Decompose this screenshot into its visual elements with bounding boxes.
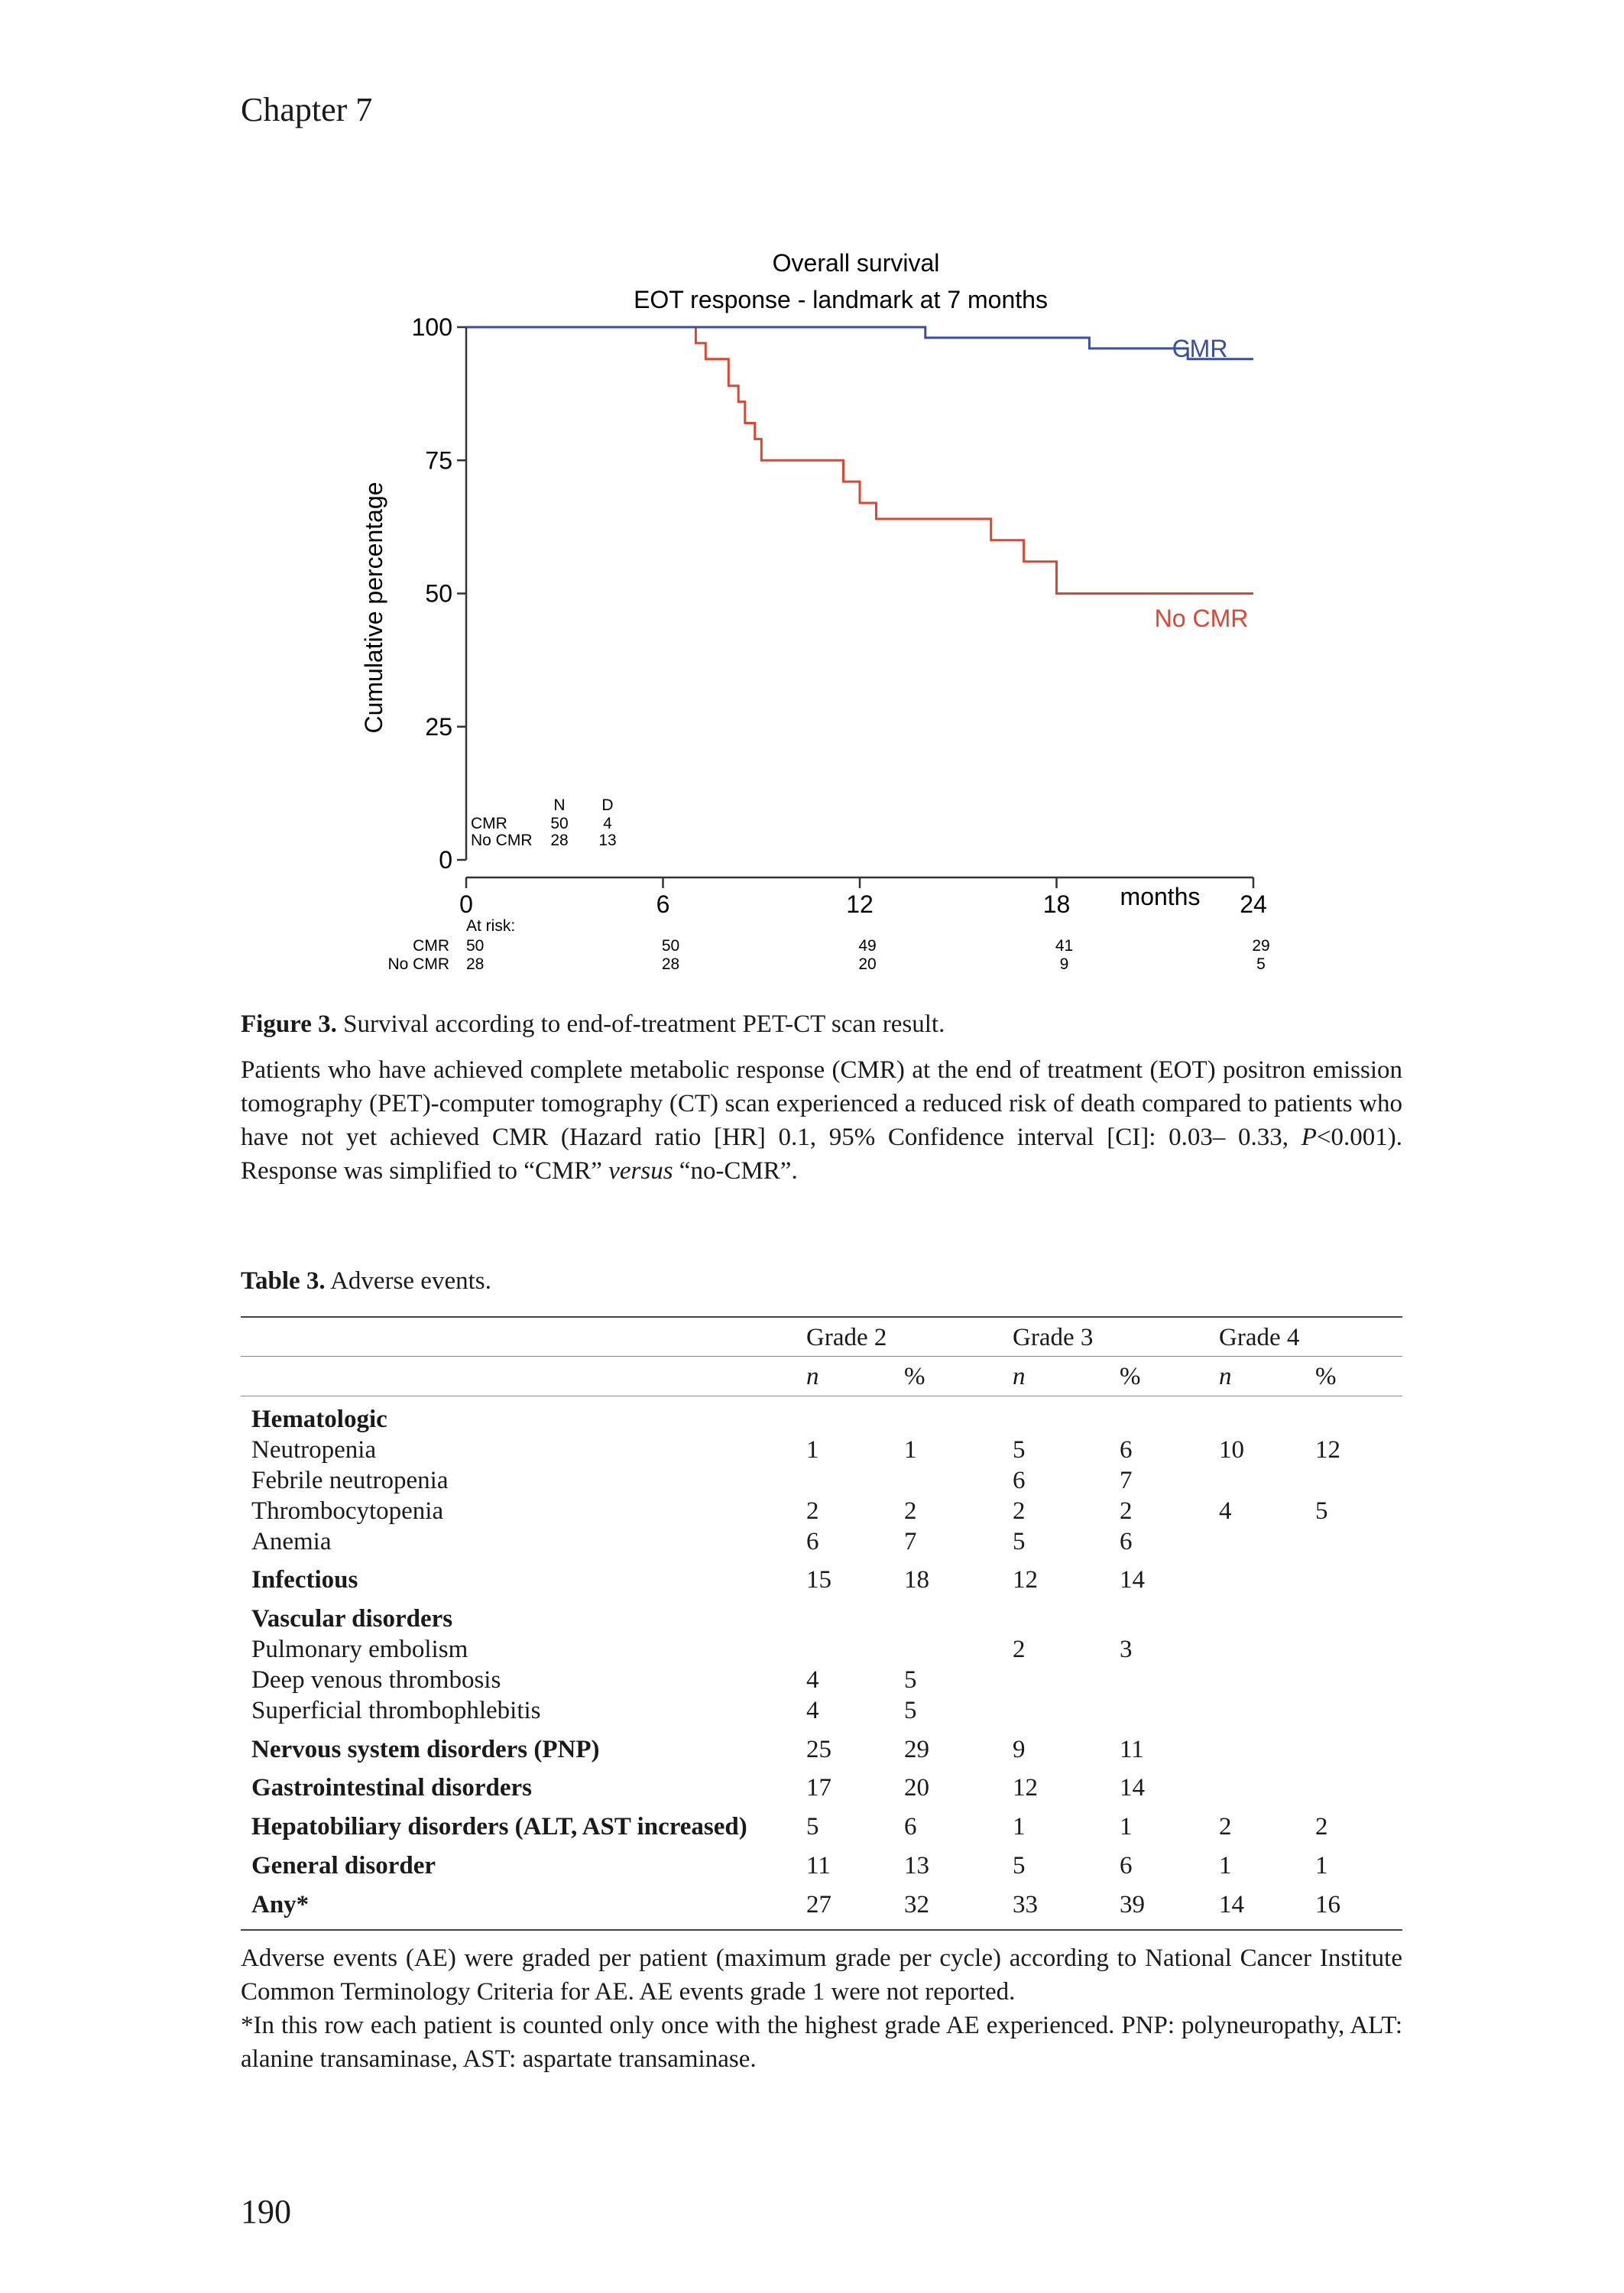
- table-cell: 5: [904, 1666, 917, 1694]
- x-axis-label: months: [1120, 883, 1201, 910]
- table-cell: 13: [904, 1852, 929, 1879]
- chapter-header: Chapter 7: [241, 91, 373, 128]
- table-cell: 6: [806, 1528, 819, 1555]
- caption-text: <0.001). Response was simplified to “CMR”: [241, 1124, 1402, 1185]
- event-label: Anemia: [251, 1528, 332, 1555]
- table-cell: 32: [904, 1891, 929, 1918]
- table-cell: 1: [1120, 1813, 1133, 1841]
- km-curve-no-cmr: [466, 327, 1253, 594]
- category-label: Nervous system disorders (PNP): [251, 1736, 600, 1763]
- table-cell: 15: [806, 1566, 831, 1594]
- at-risk-value: 29: [1252, 937, 1270, 955]
- at-risk-row-label: CMR: [413, 937, 449, 955]
- table-row: [241, 1464, 1402, 1497]
- table-row: [241, 1564, 1402, 1596]
- table-cell: 2: [904, 1497, 917, 1525]
- table-cell: 17: [806, 1774, 831, 1802]
- at-risk-table: [387, 917, 1269, 973]
- legend-cmr: CMR: [1172, 335, 1228, 362]
- table-cell: 5: [1013, 1852, 1026, 1879]
- table-title-text: Adverse events.: [325, 1267, 491, 1295]
- table-footnote: Adverse events (AE) were graded per patient (maximum grade per cycle) according to National Cancer Institute Common Terminology Criteria for AE. AE events grade 1 were not reported.: [241, 1944, 1402, 2006]
- table-cell: 12: [1315, 1436, 1340, 1464]
- table-cell: 27: [806, 1891, 831, 1918]
- table-cell: 5: [1013, 1528, 1026, 1555]
- table-cell: 12: [1013, 1566, 1038, 1594]
- table-cell: 4: [806, 1697, 819, 1724]
- table-cell: 11: [806, 1852, 831, 1879]
- table-cell: 6: [1013, 1467, 1026, 1494]
- table-cell: 2: [1013, 1497, 1026, 1525]
- event-label: Thrombocytopenia: [251, 1497, 444, 1525]
- category-label: Gastrointestinal disorders: [251, 1774, 532, 1802]
- table-cell: 1: [1013, 1813, 1026, 1841]
- table-cell: 39: [1120, 1891, 1145, 1918]
- table-cell: 2: [1219, 1813, 1232, 1841]
- x-tick-label: 18: [1042, 890, 1071, 918]
- at-risk-label: At risk:: [466, 917, 516, 935]
- table-cell: 11: [1120, 1736, 1144, 1763]
- table-cell: 5: [1013, 1436, 1026, 1464]
- category-label: Infectious: [251, 1566, 358, 1594]
- table-row: [241, 1434, 1402, 1466]
- figure-title: Survival according to end-of-treatment PET-CT scan result.: [336, 1010, 945, 1038]
- table-footnote-asterisk: *In this row each patient is counted only once with the highest grade AE experienced. PNP: polyneuropathy, ALT: alanine transaminase, AST: aspartate transaminase.: [241, 2012, 1402, 2073]
- table-row: [241, 1811, 1402, 1843]
- category-label: Any*: [251, 1891, 310, 1918]
- table-cell: 1: [904, 1436, 917, 1464]
- table-cell: 14: [1120, 1774, 1145, 1802]
- inset-header-n: N: [553, 796, 566, 814]
- table-cell: 14: [1219, 1891, 1244, 1918]
- subheader-percent: %: [1315, 1363, 1337, 1390]
- caption-text: versus: [608, 1157, 673, 1185]
- event-label: Deep venous thrombosis: [251, 1666, 501, 1694]
- category-label: Hepatobiliary disorders (ALT, AST increased): [251, 1813, 747, 1841]
- event-label: Pulmonary embolism: [251, 1636, 468, 1663]
- table-cell: 12: [1013, 1774, 1038, 1802]
- category-label: Hematologic: [251, 1406, 387, 1433]
- table-cell: 25: [806, 1736, 831, 1763]
- x-tick-label: 12: [846, 890, 874, 918]
- x-tick-label: 0: [459, 890, 473, 918]
- subheader-percent: %: [904, 1363, 925, 1390]
- at-risk-value: 9: [1059, 955, 1069, 973]
- table-header-rule: [241, 1356, 1402, 1357]
- at-risk-value: 28: [466, 955, 485, 973]
- table-cell: 20: [904, 1774, 929, 1802]
- at-risk-row-label: No CMR: [387, 955, 449, 973]
- inset-table: [471, 796, 617, 849]
- table-cell: 33: [1013, 1891, 1038, 1918]
- y-tick-label: 75: [425, 446, 452, 475]
- table-cell: 10: [1219, 1436, 1244, 1464]
- at-risk-value: 50: [466, 937, 485, 955]
- table-cell: 1: [806, 1436, 819, 1464]
- caption-text: P: [1301, 1124, 1317, 1151]
- at-risk-value: 50: [661, 937, 680, 955]
- grade-header: Grade 2: [806, 1324, 887, 1351]
- subheader-percent: %: [1120, 1363, 1141, 1390]
- caption-text: Patients who have achieved complete metabolic response (CMR) at the end of treatment (EOT) positron emission tomography (PET)-computer tomography (CT) scan experienced a reduced risk of death compared to patients who have not yet achieved CMR (Hazard ratio [HR] 0.1, 95% Confidence interval [CI]: 0.03– 0.33,: [241, 1056, 1402, 1151]
- table-top-rule: [241, 1316, 1402, 1318]
- table-row: [241, 1495, 1402, 1527]
- table-cell: 5: [806, 1813, 819, 1841]
- inset-header-d: D: [601, 796, 614, 814]
- table-row: [241, 1734, 1402, 1766]
- table-cell: 18: [904, 1566, 929, 1594]
- table-cell: 29: [904, 1736, 929, 1763]
- table-row: [241, 1772, 1402, 1804]
- y-axis-label: Cumulative percentage: [360, 482, 387, 734]
- table-row: [241, 1850, 1402, 1882]
- table-cell: 5: [1315, 1497, 1328, 1525]
- event-label: Febrile neutropenia: [251, 1467, 449, 1494]
- y-tick-label: 100: [411, 313, 452, 341]
- y-tick-label: 0: [439, 846, 452, 874]
- category-label: Vascular disorders: [251, 1605, 453, 1633]
- table-row: [241, 1526, 1402, 1558]
- y-tick-label: 25: [425, 712, 452, 741]
- figure-caption-title: [241, 1007, 1402, 1041]
- grade-header: Grade 4: [1219, 1324, 1300, 1351]
- figure-caption-body: [241, 1053, 1402, 1188]
- subheader-n: n: [806, 1363, 819, 1390]
- table-row: [241, 1889, 1402, 1921]
- inset-cell: 28: [550, 832, 569, 849]
- table-label: Table 3.: [241, 1267, 326, 1295]
- inset-cell: 13: [598, 832, 617, 849]
- inset-cell: 50: [550, 815, 569, 832]
- table-cell: 5: [904, 1697, 917, 1724]
- inset-row-label: No CMR: [471, 832, 533, 849]
- subheader-n: n: [1013, 1363, 1026, 1390]
- survival-chart: [359, 245, 1276, 994]
- table-cell: 2: [1013, 1636, 1026, 1663]
- table-row: [241, 1695, 1402, 1727]
- table-cell: 6: [1120, 1852, 1133, 1879]
- event-label: Superficial thrombophlebitis: [251, 1697, 541, 1724]
- at-risk-value: 20: [858, 955, 877, 973]
- page-number: 190: [241, 2193, 291, 2230]
- table-cell: 7: [1120, 1467, 1133, 1494]
- table-bottom-rule: [241, 1929, 1402, 1931]
- table-cell: 7: [904, 1528, 917, 1555]
- table-cell: 6: [904, 1813, 917, 1841]
- inset-cell: 4: [603, 815, 612, 832]
- table-cell: 2: [1120, 1497, 1133, 1525]
- table-cell: 16: [1315, 1891, 1340, 1918]
- x-tick-label: 6: [656, 890, 670, 918]
- subheader-n: n: [1219, 1363, 1232, 1390]
- inset-row-label: CMR: [471, 815, 507, 832]
- table-cell: 1: [1315, 1852, 1328, 1879]
- at-risk-value: 5: [1256, 955, 1266, 973]
- table-row: [241, 1633, 1402, 1665]
- chart-curves: [466, 327, 1253, 594]
- y-tick-label: 50: [425, 579, 452, 608]
- at-risk-value: 41: [1055, 937, 1074, 955]
- legend-no-cmr: No CMR: [1154, 605, 1249, 632]
- table-cell: 2: [806, 1497, 819, 1525]
- table-title: [241, 1267, 491, 1296]
- x-tick-label: 24: [1240, 890, 1267, 918]
- at-risk-value: 49: [858, 937, 877, 955]
- table-row: [241, 1603, 1402, 1635]
- caption-text: “no-CMR”.: [673, 1157, 798, 1185]
- table-cell: 6: [1120, 1436, 1133, 1464]
- table-cell: 4: [1219, 1497, 1232, 1525]
- chart-title: Overall survival: [772, 249, 940, 277]
- at-risk-value: 28: [661, 955, 680, 973]
- table-row: [241, 1664, 1402, 1696]
- chart-axes: [412, 313, 1267, 918]
- table-cell: 6: [1120, 1528, 1133, 1555]
- table-cell: 9: [1013, 1736, 1026, 1763]
- table-cell: 2: [1315, 1813, 1328, 1841]
- figure-label: Figure 3.: [241, 1010, 337, 1038]
- chart-subtitle: EOT response - landmark at 7 months: [634, 286, 1048, 313]
- table-cell: 3: [1120, 1636, 1133, 1663]
- category-label: General disorder: [251, 1852, 436, 1879]
- table-cell: 14: [1120, 1566, 1145, 1594]
- km-curve-cmr: [466, 327, 1253, 359]
- table-cell: 4: [806, 1666, 819, 1694]
- table-cell: 1: [1219, 1852, 1232, 1879]
- grade-header: Grade 3: [1013, 1324, 1094, 1351]
- event-label: Neutropenia: [251, 1436, 377, 1464]
- table-row: [241, 1403, 1402, 1435]
